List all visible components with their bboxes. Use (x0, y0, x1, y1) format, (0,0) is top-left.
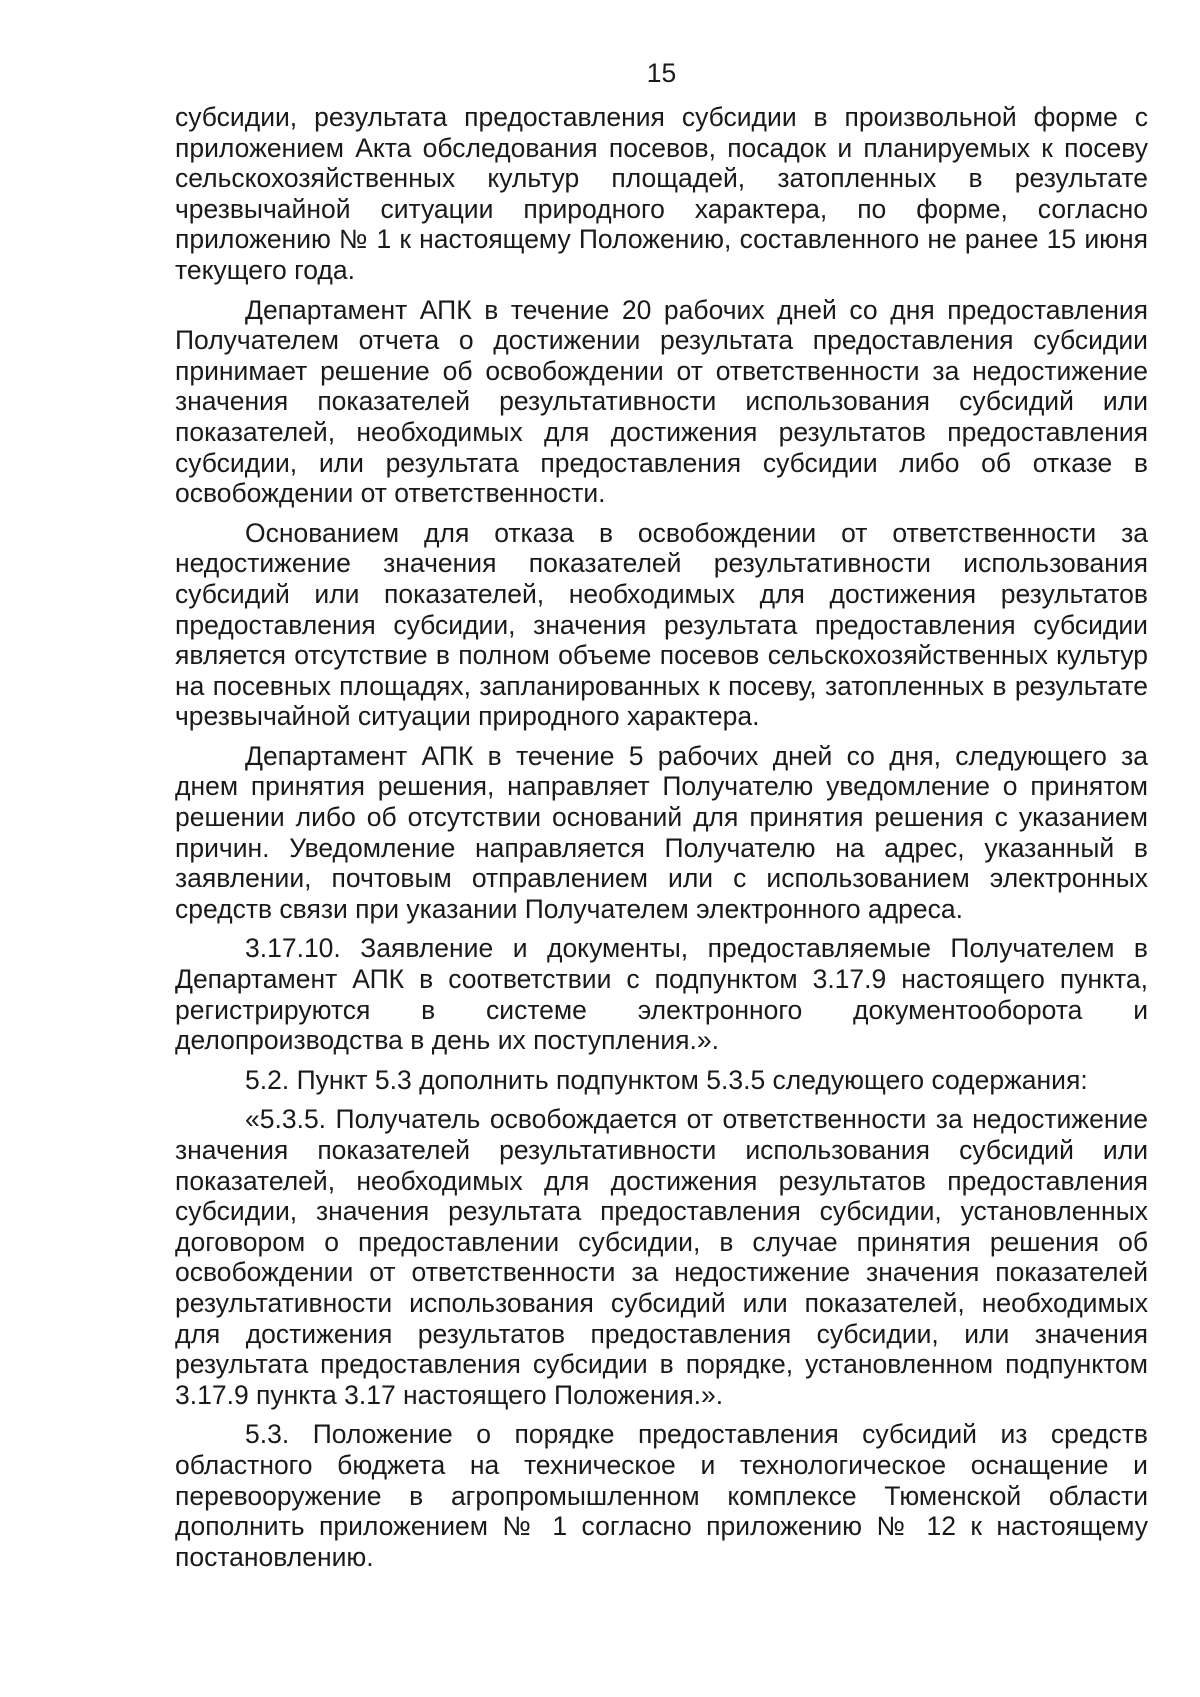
page-number: 15 (646, 58, 677, 88)
paragraph-7: «5.3.5. Получатель освобождается от ответственности за недостижение значения показателей результативности использования субсидий или показателей, необходимых для достижения результатов предоставления субсидии, значения результата предоставления субсидии, установленных договором о предоставлении субсидии, в случае принятия решения об освобождении от ответственности за недостижение значения показателей результативности использования субсидий или показателей, необходимых для достижения результатов предоставления субсидии, или значения результата предоставления субсидии в порядке, установленном подпунктом 3.17.9 пункта 3.17 настоящего Положения.». (175, 1104, 1148, 1410)
paragraph-8: 5.3. Положение о порядке предоставления субсидий из средств областного бюджета на техническое и технологическое оснащение и перевооружение в агропромышленном комплексе Тюменской области дополнить приложением № 1 согласно приложению № 12 к настоящему постановлению. (175, 1419, 1148, 1572)
paragraph-2: Департамент АПК в течение 20 рабочих дней со дня предоставления Получателем отчета о достижении результата предоставления субсидии принимает решение об освобождении от ответственности за недостижение значения показателей результативности использования субсидий или показателей, необходимых для достижения результатов предоставления субсидии, или результата предоставления субсидии либо об отказе в освобождении от ответственности. (175, 294, 1148, 509)
paragraph-6: 5.2. Пункт 5.3 дополнить подпунктом 5.3.5 следующего содержания: (245, 1064, 1088, 1095)
paragraph-3: Основанием для отказа в освобождении от ответственности за недостижение значения показателей результативности использования субсидий или показателей, необходимых для достижения результатов предоставления субсидии, значения результата предоставления субсидии является отсутствие в полном объеме посевов сельскохозяйственных культур на посевных площадях, запланированных к посеву, затопленных в результате чрезвычайной ситуации природного характера. (175, 517, 1148, 732)
paragraph-1: субсидии, результата предоставления субсидии в произвольной форме с приложением Акта обследования посевов, посадок и планируемых к посеву сельскохозяйственных культур площадей, затопленных в результате чрезвычайной ситуации природного характера, по форме, согласно приложению № 1 к настоящему Положению, составленного не ранее 15 июня текущего года. (175, 102, 1148, 285)
paragraph-5: 3.17.10. Заявление и документы, предоставляемые Получателем в Департамент АПК в соответствии с подпунктом 3.17.9 настоящего пункта, регистрируются в системе электронного документооборота и делопроизводства в день их поступления.». (175, 933, 1148, 1056)
paragraph-4: Департамент АПК в течение 5 рабочих дней со дня, следующего за днем принятия решения, направляет Получателю уведомление о принятом решении либо об отсутствии оснований для принятия решения с указанием причин. Уведомление направляется Получателю на адрес, указанный в заявлении, почтовым отправлением или с использованием электронных средств связи при указании Получателем электронного адреса. (175, 740, 1148, 924)
